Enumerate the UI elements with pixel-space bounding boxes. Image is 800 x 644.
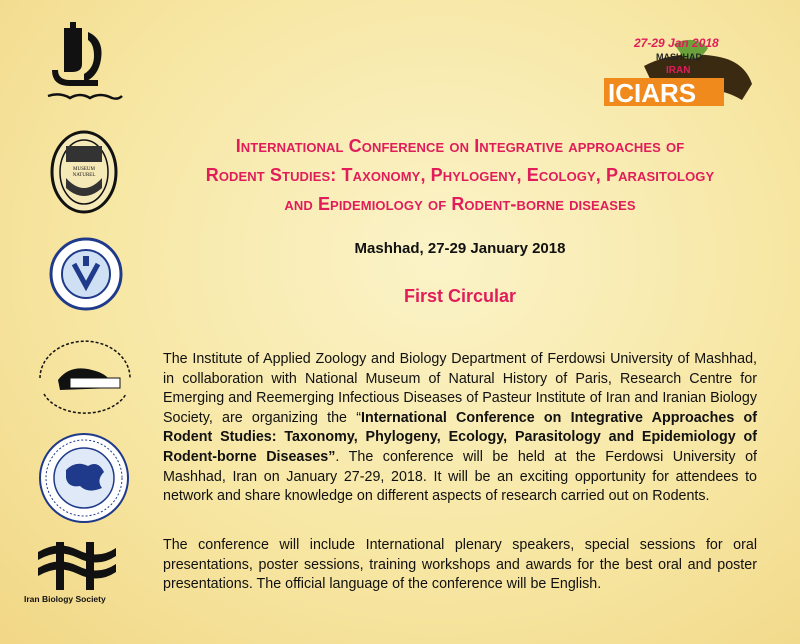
svg-text:NATUREL: NATUREL	[72, 173, 96, 178]
iciars-city: MASHHAD	[656, 52, 702, 62]
circular-heading: First Circular	[403, 286, 517, 306]
intro-paragraph	[163, 350, 757, 507]
iciars-acronym: ICIARS	[608, 78, 697, 108]
iciars-logo	[604, 28, 764, 110]
ferdowsi-university-logo	[40, 22, 130, 110]
conference-dates: Mashhad, 27-29 January 2018	[354, 240, 566, 257]
intro-text: The Institute of Applied Zoology and Biology Department of Ferdowsi University of Mashhad, in collaboration with National Museum of Natural History of Paris, Research Centre for Emerging and Reemerging Infectious Diseases of Pasteur Institute of Iran and Iranian Biology Society, are organizing the “	[163, 351, 757, 426]
natural-history-museum-seal	[48, 128, 120, 216]
conference-title	[160, 132, 760, 219]
program-paragraph: The conference will include International plenary speakers, special sessions for oral presentations, poster sessions, training workshops and awards for the best oral and poster presentations. The official language of the conference will be English.	[163, 537, 757, 593]
intro-rest: . The conference will be held at the Ferdowsi University of Mashhad, Iran on January 27-29, 2018. It will be an exciting opportunity for attendees to network and share knowledge on different aspects of research carried out on Rodents.	[163, 448, 757, 505]
iciars-dates: 27-29 Jan 2018	[634, 36, 719, 50]
title-line-3: and Epidemiology of Rodent-borne diseases	[284, 194, 636, 214]
svg-text:MUSEUM: MUSEUM	[73, 167, 95, 172]
title-line-1: International Conference on Integrative approaches of	[235, 136, 685, 156]
conference-name-bold: International Conference on Integrative Approaches of Rodent Studies: Taxonomy, Phylogeny, Ecology, Parasitology and Epidemiology of Rodent-borne Diseases”	[163, 409, 757, 465]
title-line-2: Rodent Studies: Taxonomy, Phylogeny, Ecology, Parasitology	[205, 165, 715, 185]
iran-biology-society-logo	[28, 538, 124, 594]
rodentology-research-group-logo	[30, 338, 140, 418]
iciars-country: IRAN	[666, 65, 691, 76]
pasteur-research-centre-logo	[36, 430, 132, 526]
institute-applied-zoology-logo	[48, 236, 124, 312]
iran-biology-society-caption: Iran Biology Society	[24, 594, 106, 604]
